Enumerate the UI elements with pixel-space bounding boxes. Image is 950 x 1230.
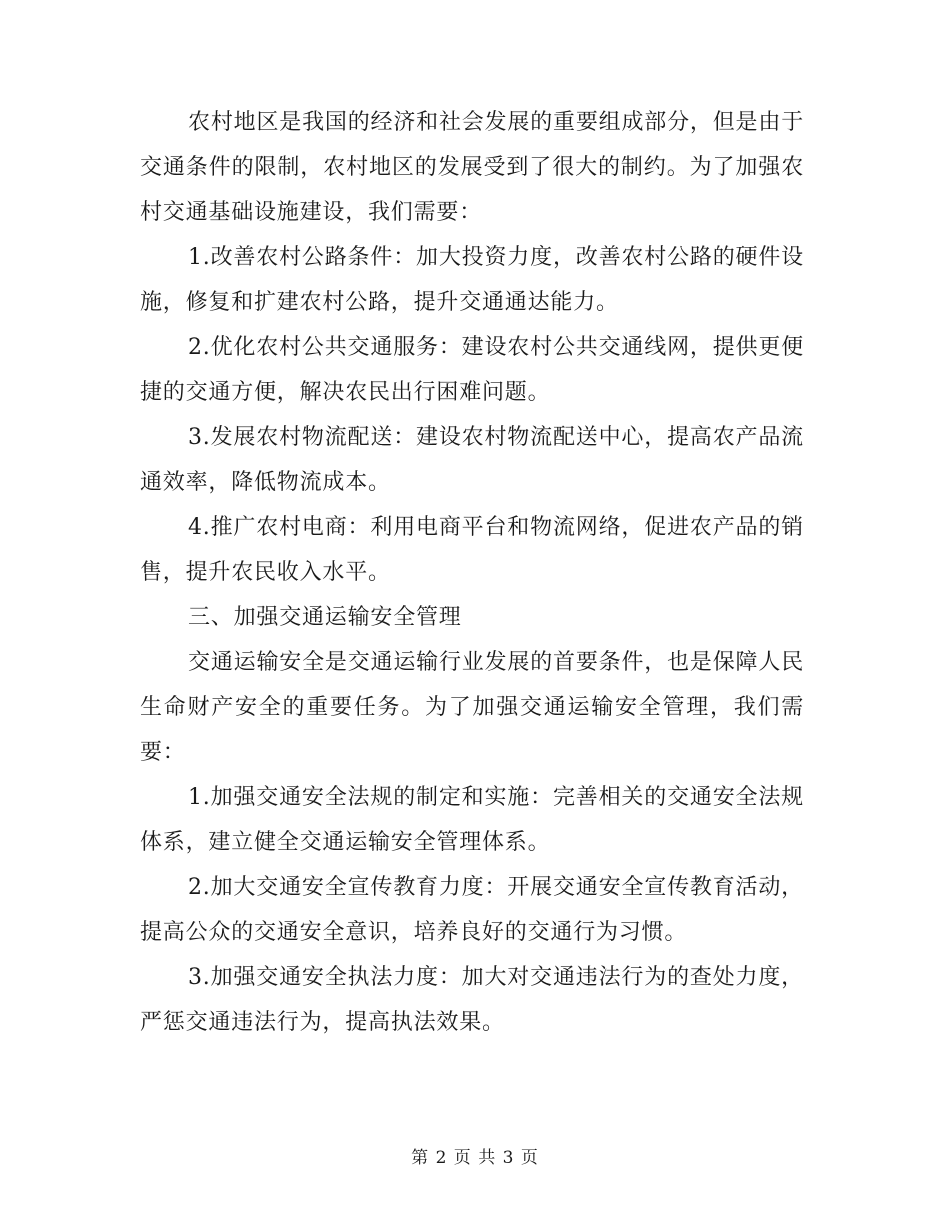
- document-body: [140, 100, 804, 1045]
- paragraph-item-rural-roads: 1.改善农村公路条件：加大投资力度，改善农村公路的硬件设施，修复和扩建农村公路，提升交通通达能力。: [140, 245, 804, 315]
- paragraph-item-enforcement: 3.加强交通安全执法力度：加大对交通违法行为的查处力度，严惩交通违法行为，提高执法效果。: [140, 965, 804, 1035]
- paragraph-item-public-transport: 2.优化农村公共交通服务：建设农村公共交通线网，提供更便捷的交通方便，解决农民出行困难问题。: [140, 335, 804, 405]
- paragraph-item-regulations: 1.加强交通安全法规的制定和实施：完善相关的交通安全法规体系，建立健全交通运输安全管理体系。: [140, 785, 804, 855]
- paragraph-item-ecommerce: 4.推广农村电商：利用电商平台和物流网络，促进农产品的销售，提升农民收入水平。: [140, 515, 804, 585]
- page-number-footer: 第 2 页 共 3 页: [411, 1148, 539, 1168]
- section-heading-safety: 三、加强交通运输安全管理: [188, 605, 462, 630]
- paragraph-intro: 农村地区是我国的经济和社会发展的重要组成部分，但是由于交通条件的限制，农村地区的发展受到了很大的制约。为了加强农村交通基础设施建设，我们需要：: [140, 110, 804, 225]
- paragraph-safety-intro: 交通运输安全是交通运输行业发展的首要条件，也是保障人民生命财产安全的重要任务。为了加强交通运输安全管理，我们需要：: [140, 650, 804, 765]
- paragraph-item-education: 2.加大交通安全宣传教育力度：开展交通安全宣传教育活动，提高公众的交通安全意识，培养良好的交通行为习惯。: [140, 875, 804, 945]
- paragraph-item-logistics: 3.发展农村物流配送：建设农村物流配送中心，提高农产品流通效率，降低物流成本。: [140, 425, 804, 495]
